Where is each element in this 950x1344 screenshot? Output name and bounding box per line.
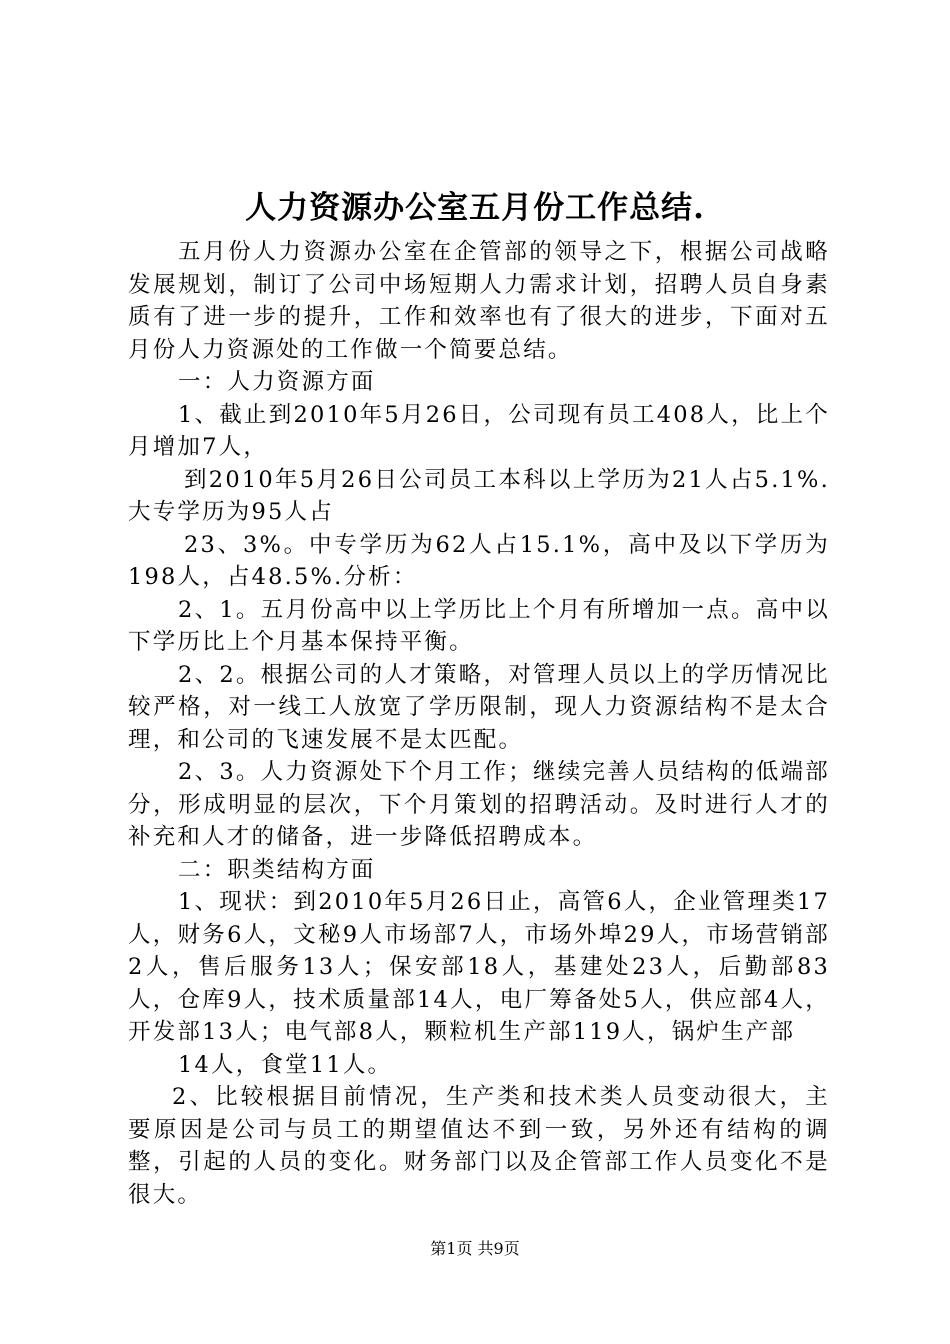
section-heading-hr: 一：人力资源方面 [178, 369, 376, 395]
document-title: 人力资源办公室五月份工作总结. [245, 190, 705, 226]
document-body [128, 236, 830, 1211]
paragraph-headcount: 1、截止到2010年5月26日，公司现有员工408人，比上个月增加7人， [128, 401, 830, 460]
intro-paragraph: 五月份人力资源办公室在企管部的领导之下，根据公司战略发展规划，制订了公司中场短期人力需求计划，招聘人员自身素质有了进一步的提升，工作和效率也有了很大的进步，下面对五月份人力资源处的工作做一个简要总结。 [128, 239, 830, 363]
paragraph-analysis-1: 2、1。五月份高中以上学历比上个月有所增加一点。高中以下学历比上个月基本保持平衡。 [128, 596, 830, 655]
paragraph-education-1: 到2010年5月26日公司员工本科以上学历为21人占5.1%.大专学历为95人占 [128, 466, 830, 525]
paragraph-education-2: 23、3%。中专学历为62人占15.1%，高中及以下学历为198人，占48.5%.分析： [128, 531, 830, 590]
section-heading-job-categories: 二：职类结构方面 [178, 856, 376, 883]
paragraph-current-status: 1、现状：到2010年5月26日止，高管6人，企业管理类17人，财务6人，文秘9人市场部7人，市场外埠29人，市场营销部2人，售后服务13人；保安部18人，基建处23人，后勤部83人，仓库9人，技术质量部14人，电厂筹备处5人，供应部4人，开发部13人；电气部8人，颗粒机生产部119人，锅炉生产部 [128, 889, 830, 1045]
paragraph-analysis-3: 2、3。人力资源处下个月工作；继续完善人员结构的低端部分，形成明显的层次，下个月策划的招聘活动。及时进行人才的补充和人才的储备，进一步降低招聘成本。 [128, 759, 830, 850]
paragraph-current-status-cont: 14人，食堂11人。 [178, 1051, 393, 1078]
page-footer: 第1页 共9页 [430, 1239, 520, 1258]
paragraph-comparison: 2、比较根据目前情况，生产类和技术类人员变动很大，主要原因是公司与员工的期望值达不到一致，另外还有结构的调整，引起的人员的变化。财务部门以及企管部工作人员变化不是很大。 [128, 1084, 830, 1208]
paragraph-analysis-2: 2、2。根据公司的人才策略，对管理人员以上的学历情况比较严格，对一线工人放宽了学历限制，现人力资源结构不是太合理，和公司的飞速发展不是太匹配。 [128, 661, 830, 753]
